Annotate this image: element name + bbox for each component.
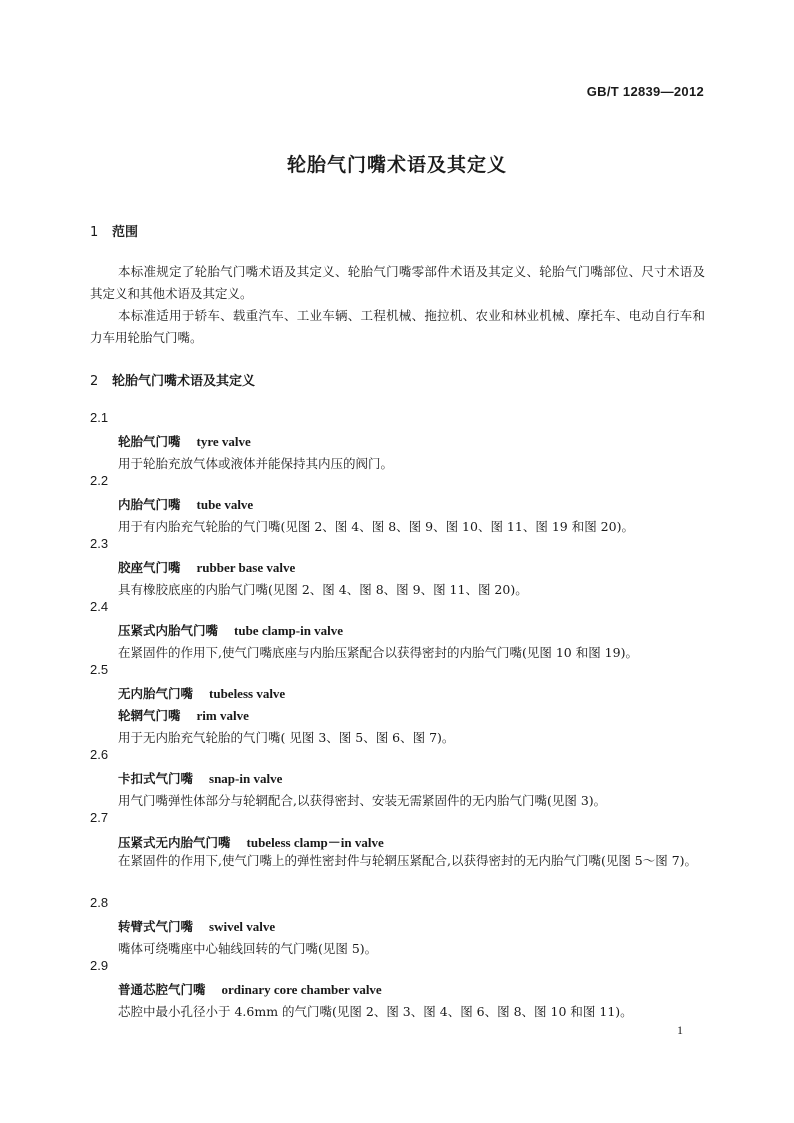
term-english: rim valve [196, 708, 249, 723]
clause-number: 2.8 [90, 895, 109, 910]
term-entry [118, 769, 282, 787]
page-number: 1 [677, 1023, 683, 1037]
term-definition: 在紧固件的作用下,使气门嘴底座与内胎压紧配合以获得密封的内胎气门嘴(见图 10 和图 19)。 [118, 645, 638, 660]
term-entry [118, 621, 343, 639]
term-entry [118, 917, 275, 935]
term-definition: 用于有内胎充气轮胎的气门嘴(见图 2、图 4、图 8、图 9、图 10、图 11、图 19 和图 20)。 [118, 519, 634, 534]
term-entry [118, 432, 251, 450]
term-entry [118, 980, 382, 998]
term-definition: 用于轮胎充放气体或液体并能保持其内压的阀门。 [118, 456, 394, 471]
term-chinese: 轮辋气门嘴 [118, 708, 181, 723]
scope-paragraph-1: 本标准规定了轮胎气门嘴术语及其定义、轮胎气门嘴零部件术语及其定义、轮胎气门嘴部位、尺寸术语及其定义和其他术语及其定义。 [90, 264, 705, 301]
section-title: 范围 [112, 225, 139, 240]
clause-number: 2.6 [90, 747, 109, 762]
term-chinese: 转臂式气门嘴 [118, 919, 194, 934]
term-entry [118, 684, 285, 702]
term-chinese: 胶座气门嘴 [118, 560, 181, 575]
term-entry [118, 832, 384, 851]
clause-number: 2.7 [90, 810, 109, 825]
term-chinese: 压紧式无内胎气门嘴 [118, 835, 231, 850]
term-english: tube clamp-in valve [234, 623, 344, 638]
term-chinese: 卡扣式气门嘴 [118, 771, 194, 786]
term-definition: 芯腔中最小孔径小于 4.6mm 的气门嘴(见图 2、图 3、图 4、图 6、图 8、图 10 和图 11)。 [118, 1004, 633, 1019]
section-number: 1 [90, 225, 99, 240]
clause-number: 2.5 [90, 662, 109, 677]
term-chinese: 轮胎气门嘴 [118, 434, 181, 449]
term-english: tubeless clamp－in valve [246, 835, 384, 850]
term-english: swivel valve [209, 919, 276, 934]
section-title: 轮胎气门嘴术语及其定义 [112, 374, 256, 389]
term-english: tube valve [196, 497, 254, 512]
scope-paragraph-2: 本标准适用于轿车、载重汽车、工业车辆、工程机械、拖拉机、农业和林业机械、摩托车、电动自行车和力车用轮胎气门嘴。 [90, 308, 705, 345]
term-definition: 具有橡胶底座的内胎气门嘴(见图 2、图 4、图 8、图 9、图 11、图 20)。 [118, 582, 528, 597]
term-chinese: 内胎气门嘴 [118, 497, 181, 512]
term-definition: 嘴体可绕嘴座中心轴线回转的气门嘴(见图 5)。 [118, 941, 378, 956]
term-entry-synonym [118, 706, 249, 724]
term-english: snap-in valve [209, 771, 283, 786]
term-english: tyre valve [196, 434, 251, 449]
standard-code: GB/T 12839—2012 [586, 84, 704, 99]
document-title: 轮胎气门嘴术语及其定义 [286, 154, 507, 176]
term-entry [118, 558, 295, 576]
clause-number: 2.2 [90, 473, 109, 488]
term-chinese: 普通芯腔气门嘴 [118, 982, 206, 997]
definition-text: 在紧固件的作用下,使气门嘴上的弹性密封件与轮辋压紧配合,以获得密封的无内胎气门嘴(见图 5～图 7)。 [118, 853, 698, 868]
term-english: rubber base valve [196, 560, 296, 575]
section-1-heading [90, 221, 138, 240]
term-definition [90, 850, 705, 872]
clause-number: 2.9 [90, 958, 109, 973]
clause-number: 2.3 [90, 536, 109, 551]
term-english: ordinary core chamber valve [221, 982, 382, 997]
term-entry [118, 495, 253, 513]
term-english: tubeless valve [209, 686, 286, 701]
term-chinese: 压紧式内胎气门嘴 [118, 623, 219, 638]
term-chinese: 无内胎气门嘴 [118, 686, 194, 701]
term-definition: 用于无内胎充气轮胎的气门嘴( 见图 3、图 5、图 6、图 7)。 [118, 730, 455, 745]
section-1-body [90, 261, 705, 349]
clause-number: 2.1 [90, 410, 109, 425]
clause-number: 2.4 [90, 599, 109, 614]
term-definition: 用气门嘴弹性体部分与轮辋配合,以获得密封、安装无需紧固件的无内胎气门嘴(见图 3)。 [118, 793, 607, 808]
section-number: 2 [90, 374, 99, 389]
section-2-heading [90, 370, 255, 389]
